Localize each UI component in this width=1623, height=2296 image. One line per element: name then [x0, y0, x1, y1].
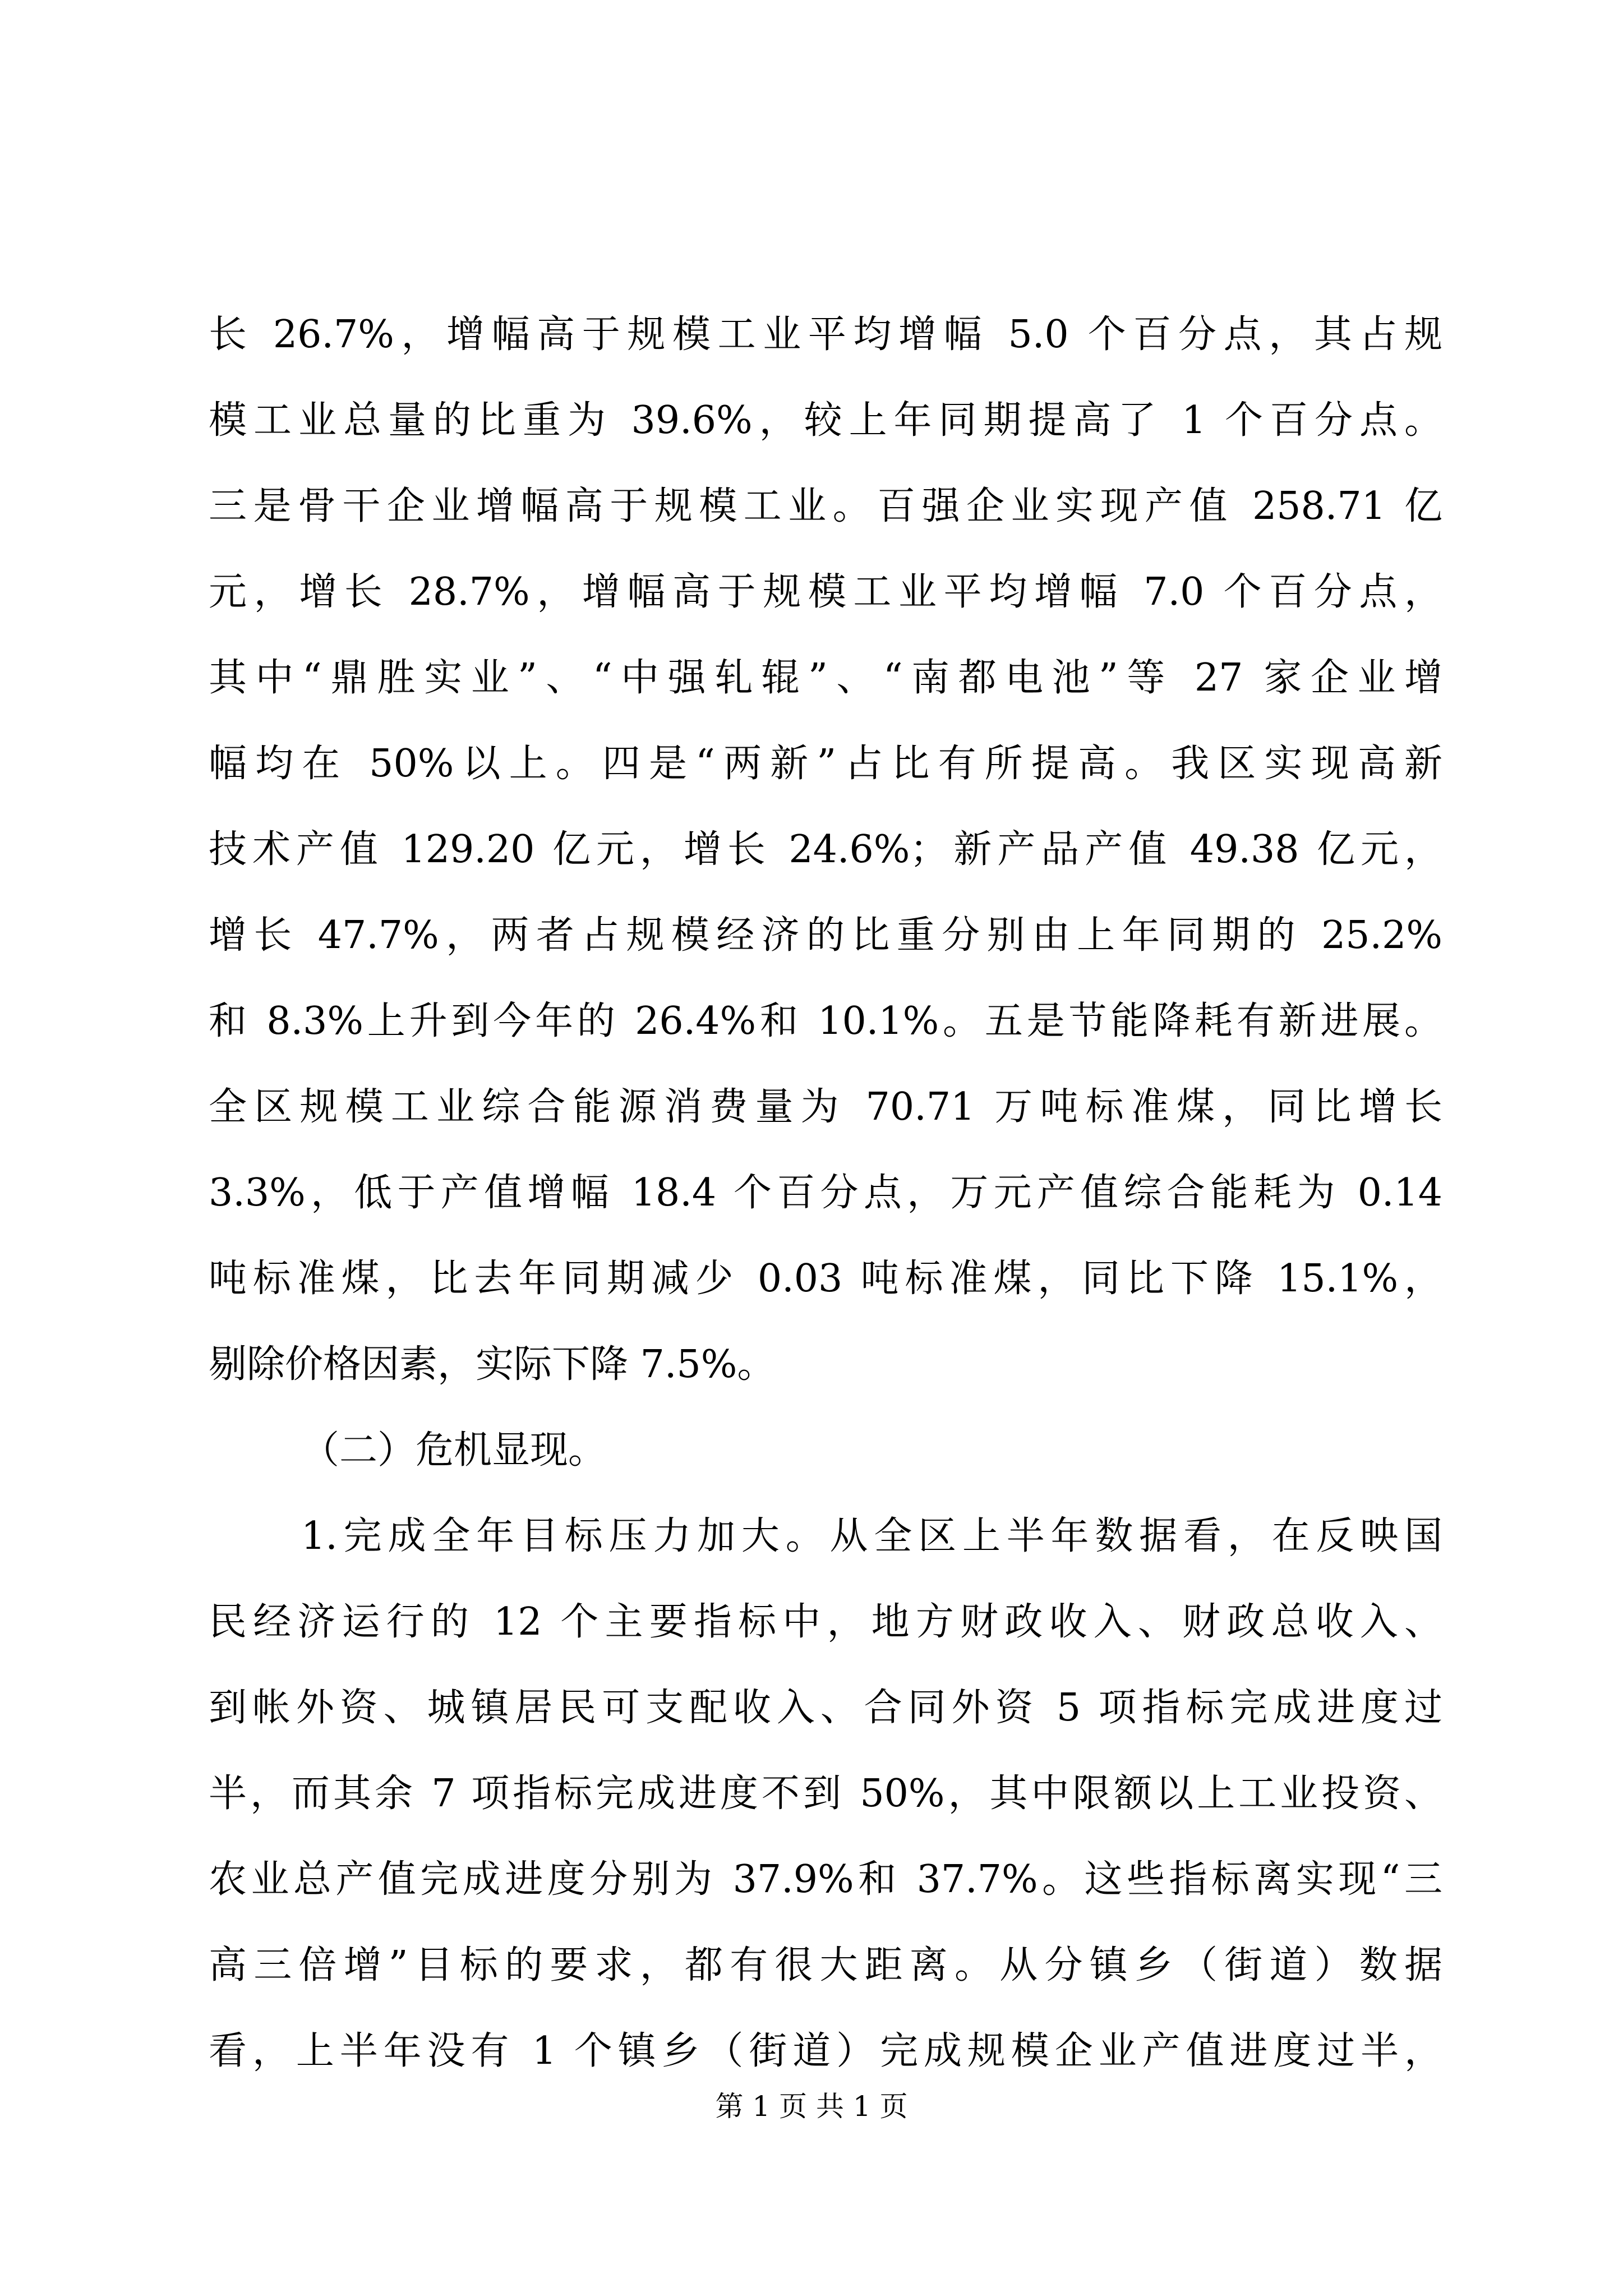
text-line: 民经济运行的 12 个主要指标中，地方财政收入、财政总收入、: [209, 1600, 1442, 1644]
text-line: 高三倍增”目标的要求，都有很大距离。从分镇乡（街道）数据: [209, 1943, 1442, 1987]
text-line: 幅均在 50%以上。四是“两新”占比有所提高。我区实现高新: [209, 742, 1442, 786]
text-line: 其中“鼎胜实业”、“中强轧辊”、“南都电池”等 27 家企业增: [209, 656, 1442, 700]
text-line: 和 8.3%上升到今年的 26.4%和 10.1%。五是节能降耗有新进展。: [209, 999, 1442, 1043]
text-line: 技术产值 129.20 亿元，增长 24.6%；新产品产值 49.38 亿元，: [209, 827, 1442, 872]
text-line: 元，增长 28.7%，增幅高于规模工业平均增幅 7.0 个百分点，: [209, 570, 1442, 614]
text-line: 1.完成全年目标压力加大。从全区上半年数据看，在反映国: [301, 1514, 1442, 1558]
text-line: 剔除价格因素，实际下降 7.5%。: [209, 1342, 776, 1387]
text-line: 三是骨干企业增幅高于规模工业。百强企业实现产值 258.71 亿: [209, 484, 1442, 528]
text-line: 农业总产值完成进度分别为 37.9%和 37.7%。这些指标离实现“三: [209, 1857, 1442, 1902]
text-line: 全区规模工业综合能源消费量为 70.71 万吨标准煤，同比增长: [209, 1085, 1442, 1129]
text-line: 3.3%，低于产值增幅 18.4 个百分点，万元产值综合能耗为 0.14: [209, 1171, 1442, 1215]
text-line: 增长 47.7%，两者占规模经济的比重分别由上年同期的 25.2%: [209, 913, 1442, 958]
document-body: [209, 292, 1442, 2094]
text-line: 吨标准煤，比去年同期减少 0.03 吨标准煤，同比下降 15.1%，: [209, 1257, 1442, 1301]
text-line: 半，而其余 7 项指标完成进度不到 50%，其中限额以上工业投资、: [209, 1772, 1442, 1816]
text-line: 模工业总量的比重为 39.6%，较上年同期提高了 1 个百分点。: [209, 398, 1442, 443]
section-heading: （二）危机显现。: [301, 1428, 607, 1473]
text-line: 看，上半年没有 1 个镇乡（街道）完成规模企业产值进度过半，: [209, 2029, 1442, 2073]
page-footer: 第 1 页 共 1 页: [715, 2090, 908, 2123]
text-line: 长 26.7%，增幅高于规模工业平均增幅 5.0 个百分点，其占规: [209, 312, 1442, 357]
text-line: 到帐外资、城镇居民可支配收入、合同外资 5 项指标完成进度过: [209, 1686, 1442, 1730]
